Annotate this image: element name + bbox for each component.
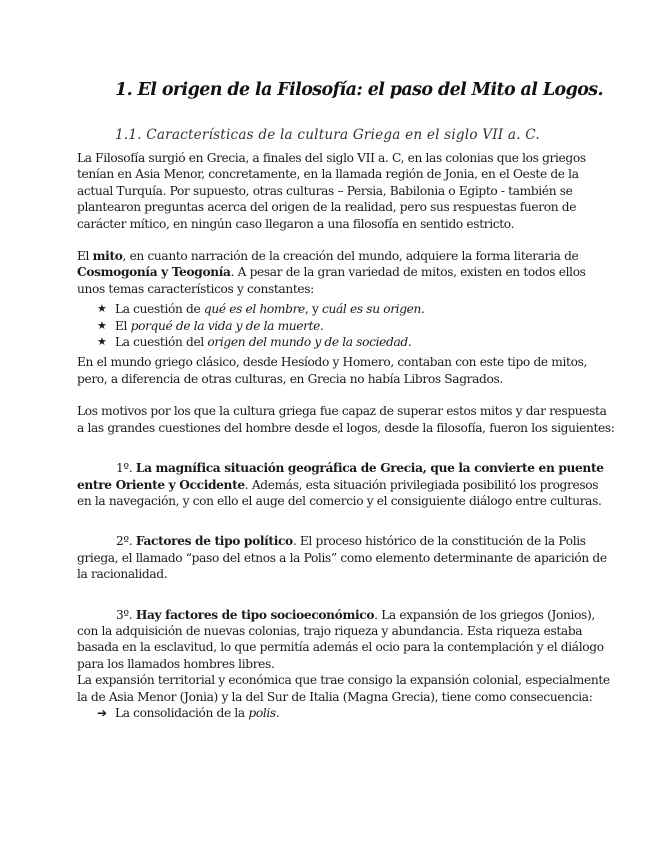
term-cosmogonia: Cosmogonía y Teogonía [77, 265, 231, 280]
list-item: ★ La cuestión de qué es el hombre, y cuál es su origen. [97, 302, 425, 317]
star-bullet-icon: ★ [97, 318, 107, 332]
subsection-heading: 1.1. Características de la cultura Griega en el siglo VII a. C. [115, 127, 540, 143]
paragraph-origin: La Filosofía surgió en Grecia, a finales del siglo VII a. C, en las colonias que los griegos tenían en Asia Menor, concretamente, en la llamada región de Jonia, en el Oeste de la actual Turquía. Por supuesto, otras culturas – Persia, Babilonia o Egipto - también se plantearon preguntas acerca del origen de la realidad, pero sus respuestas fueron de carácter mítico, en ningún caso llegaron a una filosofía en sentido estricto. [77, 151, 586, 231]
star-bullet-icon: ★ [97, 335, 107, 349]
paragraph-motives: Los motivos por los que la cultura griega fue capaz de superar estos mitos y dar respuesta a las grandes cuestiones del hombre desde el logos, desde la filosofía, fueron los siguientes: [77, 404, 615, 435]
factor-political: 2º. Factores de tipo político. El proceso histórico de la constitución de la Polis griega, el llamado “paso del etnos a la Polis” como elemento determinante de aparición de la racionalidad. [77, 534, 607, 582]
myth-themes-list [77, 301, 615, 350]
arrow-right-icon: ➔ [97, 705, 107, 720]
list-item: ★ El porqué de la vida y de la muerte. [97, 318, 324, 333]
arrow-list-item: ➔ La consolidación de la polis. [97, 705, 280, 720]
paragraph-classical-world: En el mundo griego clásico, desde Hesíodo y Homero, contaban con este tipo de mitos, pero, a diferencia de otras culturas, en Grecia no había Libros Sagrados. [77, 355, 588, 386]
section-heading: 1. El origen de la Filosofía: el paso del Mito al Logos. [115, 80, 604, 100]
factor-socioeconomic: 3º. Hay factores de tipo socioeconómico. La expansión de los griegos (Jonios), con la adquisición de nuevas colonias, trajo riqueza y abundancia. Esta riqueza estaba basada en la esclavitud, lo que permitía además el ocio para la contemplación y el diálogo para los llamados hombres libres. [77, 607, 604, 671]
star-bullet-icon: ★ [97, 302, 107, 316]
paragraph-myth: El mito, en cuanto narración de la creación del mundo, adquiere la forma literaria de Cosmogonía y Teogonía. A pesar de la gran variedad de mitos, existen en todos ellos unos temas característicos y constantes: [77, 249, 586, 296]
term-mito: mito [92, 249, 123, 264]
list-item: ★ La cuestión del origen del mundo y de la sociedad. [97, 335, 412, 350]
factor-geographic: 1º. La magnífica situación geográfica de Grecia, que la convierte en puente entre Oriente y Occidente. Además, esta situación privilegiada posibilitó los progresos en la navegación, y con ello el auge del comercio y el consiguiente diálogo entre culturas. [77, 461, 604, 508]
paragraph-expansion: La expansión territorial y económica que trae consigo la expansión colonial, especialmente la de Asia Menor (Jonia) y la del Sur de Italia (Magna Grecia), tiene como consecuencia: [77, 673, 610, 704]
